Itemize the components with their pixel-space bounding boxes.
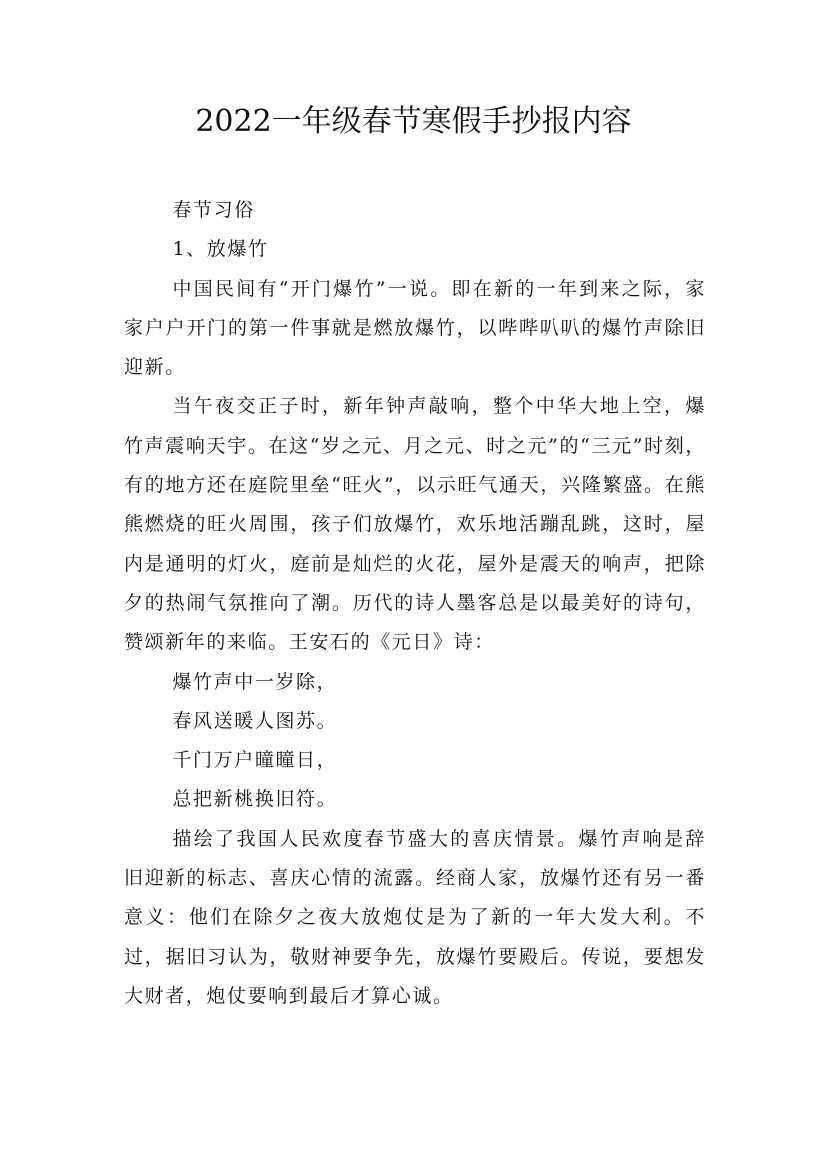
- poem-line: 总把新桃换旧符。: [172, 788, 338, 811]
- poem-line: 春风送暖人图苏。: [172, 709, 338, 732]
- page-title: 2022一年级春节寒假手抄报内容: [195, 104, 632, 139]
- section-heading: 春节习俗: [172, 199, 255, 221]
- body-paragraph: 中国民间有“开门爆竹”一说。即在新的一年到来之际，家家户户开门的第一件事就是燃放爆竹，以哔哔叭叭的爆竹声除旧迎新。: [124, 277, 706, 379]
- poem-line: 爆竹声中一岁除，: [172, 670, 338, 693]
- subsection-heading: 1、放爆竹: [172, 238, 269, 261]
- document-body: [124, 191, 706, 1016]
- body-paragraph: 描绘了我国人民欢度春节盛大的喜庆情景。爆竹声响是辞旧迎新的标志、喜庆心情的流露。经商人家，放爆竹还有另一番意义：他们在除夕之夜大放炮仗是为了新的一年大发大利。不过，据旧习认为，敬财神要争先，放爆竹要殿后。传说，要想发大财者，炮仗要响到最后才算心诚。: [124, 827, 706, 1007]
- poem-line: 千门万户曈曈日，: [172, 749, 338, 772]
- body-paragraph: 当午夜交正子时，新年钟声敲响，整个中华大地上空，爆竹声震响天宇。在这“岁之元、月之元、时之元”的“三元”时刻，有的地方还在庭院里垒“旺火”，以示旺气通天，兴隆繁盛。在熊熊燃烧的旺火周围，孩子们放爆竹，欢乐地活蹦乱跳，这时，屋内是通明的灯火，庭前是灿烂的火花，屋外是震天的响声，把除夕的热闹气氛推向了潮。历代的诗人墨客总是以最美好的诗句，赞颂新年的来临。王安石的《元日》诗：: [124, 395, 706, 654]
